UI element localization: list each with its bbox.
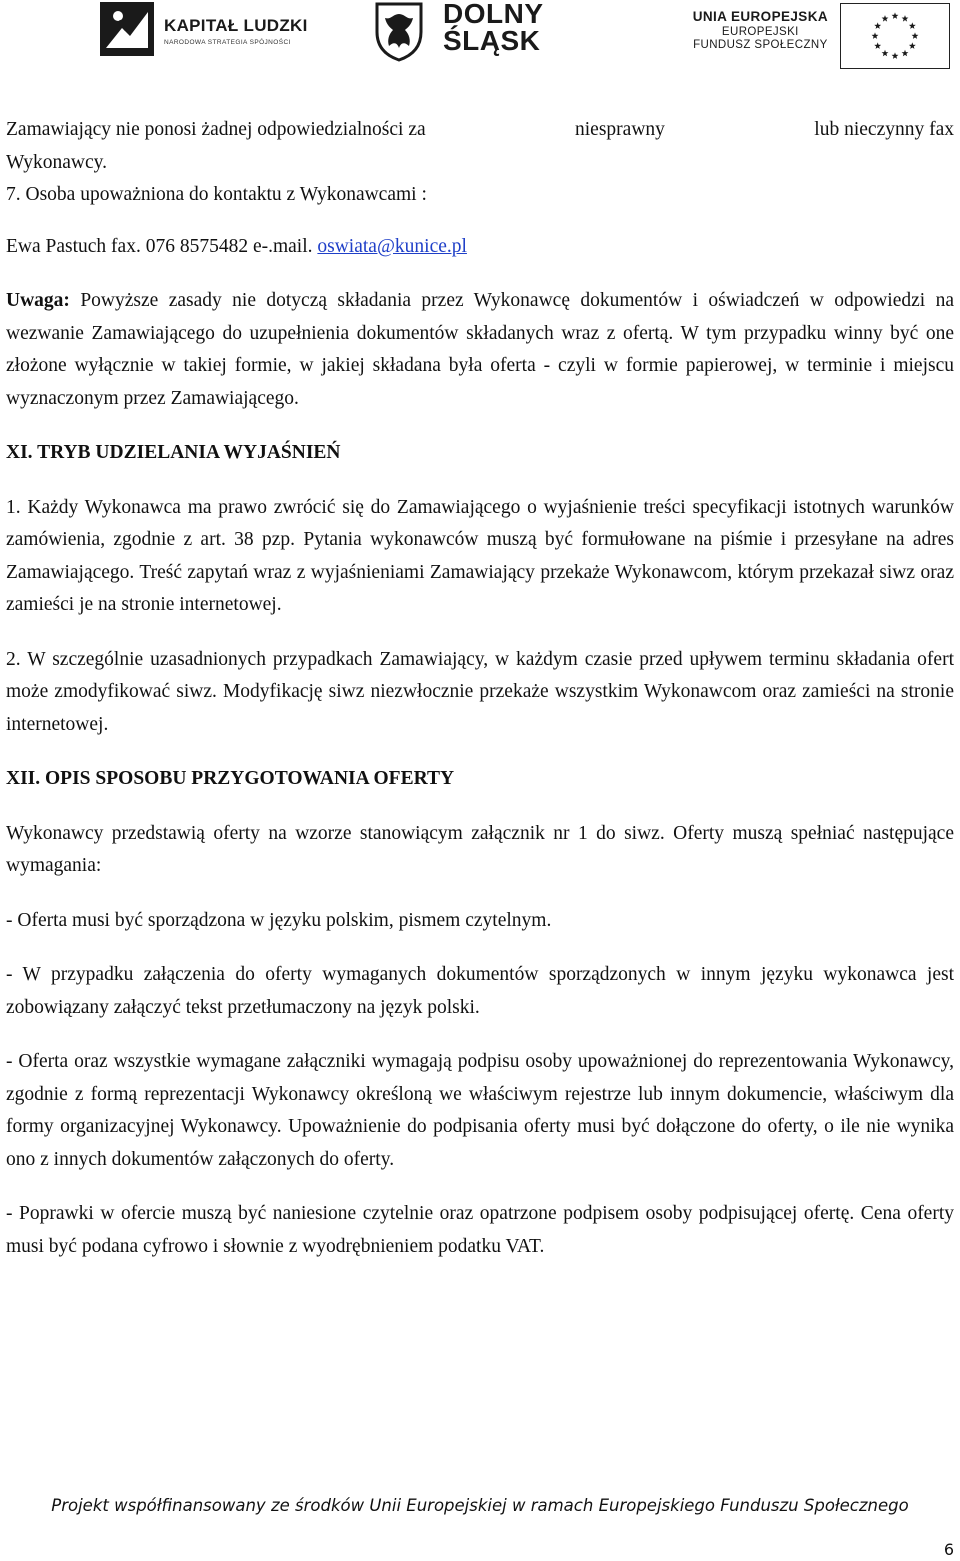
logo-wordmark [443,0,544,54]
eu-star-icon [909,22,916,29]
paragraph-contact-details [6,231,954,264]
bullet-language: - Oferta musi być sporządzona w języku polskim, pismem czytelnym. [6,909,552,931]
eu-star-icon [874,22,881,29]
contact-details-text: Ewa Pastuch fax. 076 8575482 e-.mail. [6,235,313,257]
section-heading-xi: XI. TRYB UDZIELANIA WYJAŚNIEŃ [6,442,341,463]
eu-star-icon [872,32,879,39]
section-heading-xii: XII. OPIS SPOSOBU PRZYGOTOWANIA OFERTY [6,768,455,789]
document-body [6,114,954,1263]
eagle-coat-of-arms-icon [373,2,425,62]
contact-email-link[interactable]: oswiata@kunice.pl [317,235,467,257]
page-footer: Projekt współfinansowany ze środków Unii Europejskiej w ramach Europejskiego Funduszu Społecznego [51,1496,909,1515]
logo-line-1: DOLNY [443,0,544,29]
logo-line-2: ŚLĄSK [443,25,541,56]
eu-star-icon [892,12,899,19]
kapital-ludzki-emblem-icon [100,2,160,58]
eu-line-3: FUNDUSZ SPOŁECZNY [693,39,828,51]
fax-text-seg-2: niesprawny [575,119,665,140]
paragraph-xii-intro: Wykonawcy przedstawią oferty na wzorze stanowiącym załącznik nr 1 do siwz. Oferty muszą spełniać następujące wymagania: [6,822,954,876]
paragraph-xi-2: 2. W szczególnie uzasadnionych przypadkach Zamawiający, w każdym czasie przed upływem terminu składania ofert może zmodyfikować siwz. Modyfikację siwz niezwłocznie przekaże wszystkim Wykonawcom oraz zamieści na stronie internetowej. [6,648,954,735]
eu-star-icon [902,15,909,22]
page-number: 6 [943,1540,954,1559]
eu-logo-text [693,9,828,51]
fax-line-2: Wykonawcy. [6,151,107,173]
eu-line-1: UNIA EUROPEJSKA [692,9,828,24]
bullet-translation: - W przypadku załączenia do oferty wymaganych dokumentów sporządzonych w innym języku wykonawca jest zobowiązany załączyć tekst przetłumaczony na język polski. [6,964,954,1018]
fax-line-1 [6,114,954,147]
bullet-signature: - Oferta oraz wszystkie wymagane załączniki wymagają podpisu osoby upoważnionej do reprezentowania Wykonawcy, zgodnie z formą reprezentacji Wykonawcy określoną we właściwym rejestrze lub innym dokumencie, właściwym dla formy organizacyjnej Wykonawcy. Upoważnienie do podpisania oferty musi być dołączone do oferty, o ile nie wynika ono z innych dokumentów załączonych do oferty. [6,1051,954,1170]
paragraph-note [6,285,954,415]
fax-text-seg-3: lub nieczynny fax [814,119,954,140]
note-label: Uwaga: [6,290,70,311]
paragraph-contact-person: 7. Osoba upoważniona do kontaktu z Wykonawcami : [6,184,427,205]
eu-star-icon [902,50,909,57]
eu-flag-icon [840,3,950,69]
logo-title: KAPITAŁ LUDZKI [164,16,308,35]
note-text: Powyższe zasady nie dotyczą składania przez Wykonawcę dokumentów i oświadczeń w odpowiedzi na wezwanie Zamawiającego do uzupełnienia dokumentów składanych wraz z ofertą. W tym przypadku winny być one złożone wyłącznie w takiej formie, w jakiej składana była oferta - czyli w formie papierowej, w terminie i miejscu wyznaczonym przez Zamawiającego. [6,290,955,409]
eu-star-icon [874,42,881,49]
eu-star-icon [909,42,916,49]
dolny-slask-logo [373,0,583,64]
logo-subtitle: NARODOWA STRATEGIA SPÓJNOŚCI [164,39,291,46]
kapital-ludzki-logo [100,2,330,58]
eu-star-icon [892,52,899,59]
fax-text-seg-1: Zamawiający nie ponosi żadnej odpowiedzialności za [6,119,426,140]
eu-star-icon [882,50,889,57]
paragraph-xi-1: 1. Każdy Wykonawca ma prawo zwrócić się do Zamawiającego o wyjaśnienie treści specyfikacji istotnych warunków zamówienia, zgodnie z art. 38 pzp. Pytania wykonawców muszą być formułowane na piśmie i przesyłane na adres Zamawiającego. Treść zapytań wraz z wyjaśnieniami Zamawiający przekaże Wykonawcom, którym przekazał siwz oraz zamieści je na stronie internetowej. [6,496,954,615]
eu-line-2: EUROPEJSKI [721,26,799,38]
eu-star-icon [912,32,919,39]
bullet-corrections: - Poprawki w ofercie muszą być naniesione czytelnie oraz opatrzone podpisem osoby podpisującej ofertę. Cena oferty musi być podana cyfrowo i słownie z wyodrębnieniem podatku VAT. [6,1203,954,1257]
eu-star-icon [882,15,889,22]
paragraph-fax [6,114,954,179]
eu-logo [676,3,954,67]
page-header [0,0,960,72]
